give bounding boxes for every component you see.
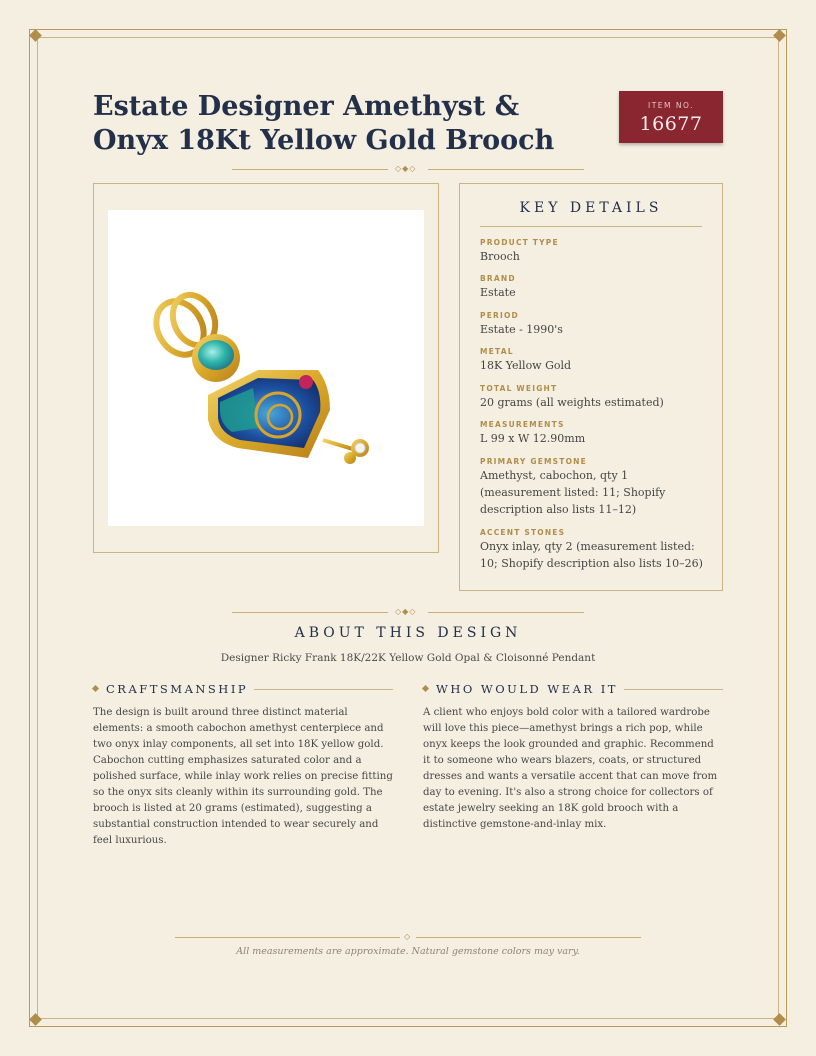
diamond-ornament-icon: ◇◆◇	[395, 164, 417, 173]
footer-note: All measurements are approximate. Natural gemstone colors may vary.	[236, 946, 580, 957]
detail-brand	[480, 274, 706, 301]
detail-label: METAL	[480, 347, 514, 356]
who-would-wear-heading: WHO WOULD WEAR IT	[436, 682, 624, 696]
divider-line	[480, 226, 702, 227]
detail-value: 20 grams (all weights estimated)	[480, 396, 664, 409]
divider-line	[232, 169, 388, 170]
detail-label: ACCENT STONES	[480, 528, 566, 537]
detail-total-weight	[480, 384, 706, 411]
detail-label: PRIMARY GEMSTONE	[480, 457, 587, 466]
diamond-bullet-icon	[92, 685, 99, 692]
about-subtitle: Designer Ricky Frank 18K/22K Yellow Gold Opal & Cloisonné Pendant	[220, 652, 596, 664]
detail-value: L 99 x W 12.90mm	[480, 432, 586, 445]
divider-line	[428, 169, 584, 170]
who-would-wear-text: A client who enjoys bold color with a tailored wardrobe will love this piece—amethyst brings a rich pop, while onyx keeps the look grounded and graphic. Recommend it to someone who wears blazers, coats, or structured dresses and wants a versatile accent that can move from day to evening. It's also a strong choice for collectors of estate jewelry seeking an 18K gold brooch with a distinctive gemstone-and-inlay mix.	[423, 707, 718, 830]
detail-primary-gemstone	[480, 457, 706, 518]
detail-period	[480, 311, 706, 338]
brooch-illustration	[108, 210, 424, 526]
detail-label: BRAND	[480, 274, 516, 283]
item-number-badge	[619, 91, 723, 143]
detail-label: TOTAL WEIGHT	[480, 384, 558, 393]
diamond-ornament-icon: ◇◆◇	[395, 607, 417, 616]
item-number-value: 16677	[639, 113, 703, 135]
detail-value: Onyx inlay, qty 2 (measurement listed: 10; Shopify description also lists 10–26)	[480, 540, 703, 570]
item-number-label: ITEM NO.	[648, 101, 694, 110]
product-image	[108, 210, 424, 526]
detail-product-type	[480, 238, 706, 265]
craftsmanship-text: The design is built around three distinct material elements: a smooth cabochon amethyst centerpiece and two onyx inlay components, all set into 18K yellow gold. Cabochon cutting emphasizes saturated color and a polished surface, while inlay work relies on precise fitting so the onyx sits cleanly within its surrounding gold. The brooch is listed at 20 grams (estimated), suggesting a substantial construction intended to wear securely and feel luxurious.	[93, 707, 393, 846]
detail-accent-stones	[480, 528, 706, 572]
divider-line	[428, 612, 584, 613]
craftsmanship-section	[93, 682, 393, 849]
who-would-wear-section	[423, 682, 723, 833]
diamond-ornament-icon: ◇	[404, 932, 412, 941]
detail-value: 18K Yellow Gold	[480, 359, 572, 372]
detail-metal	[480, 347, 706, 374]
detail-value: Brooch	[480, 250, 520, 263]
product-title: Estate Designer Amethyst & Onyx 18Kt Yellow Gold Brooch	[93, 91, 555, 156]
diamond-bullet-icon	[422, 685, 429, 692]
divider-line	[232, 612, 388, 613]
detail-label: PERIOD	[480, 311, 519, 320]
craftsmanship-heading: CRAFTSMANSHIP	[106, 682, 254, 696]
key-details-panel	[459, 183, 723, 591]
divider-line	[175, 937, 400, 938]
detail-label: MEASUREMENTS	[480, 420, 565, 429]
detail-measurements	[480, 420, 706, 447]
detail-label: PRODUCT TYPE	[480, 238, 559, 247]
about-heading: ABOUT THIS DESIGN	[294, 625, 522, 641]
detail-value: Amethyst, cabochon, qty 1 (measurement listed: 11; Shopify description also lists 11–12)	[480, 469, 666, 516]
detail-value: Estate	[480, 286, 516, 299]
detail-value: Estate - 1990's	[480, 323, 563, 336]
divider-line	[416, 937, 641, 938]
key-details-heading: KEY DETAILS	[519, 200, 663, 216]
